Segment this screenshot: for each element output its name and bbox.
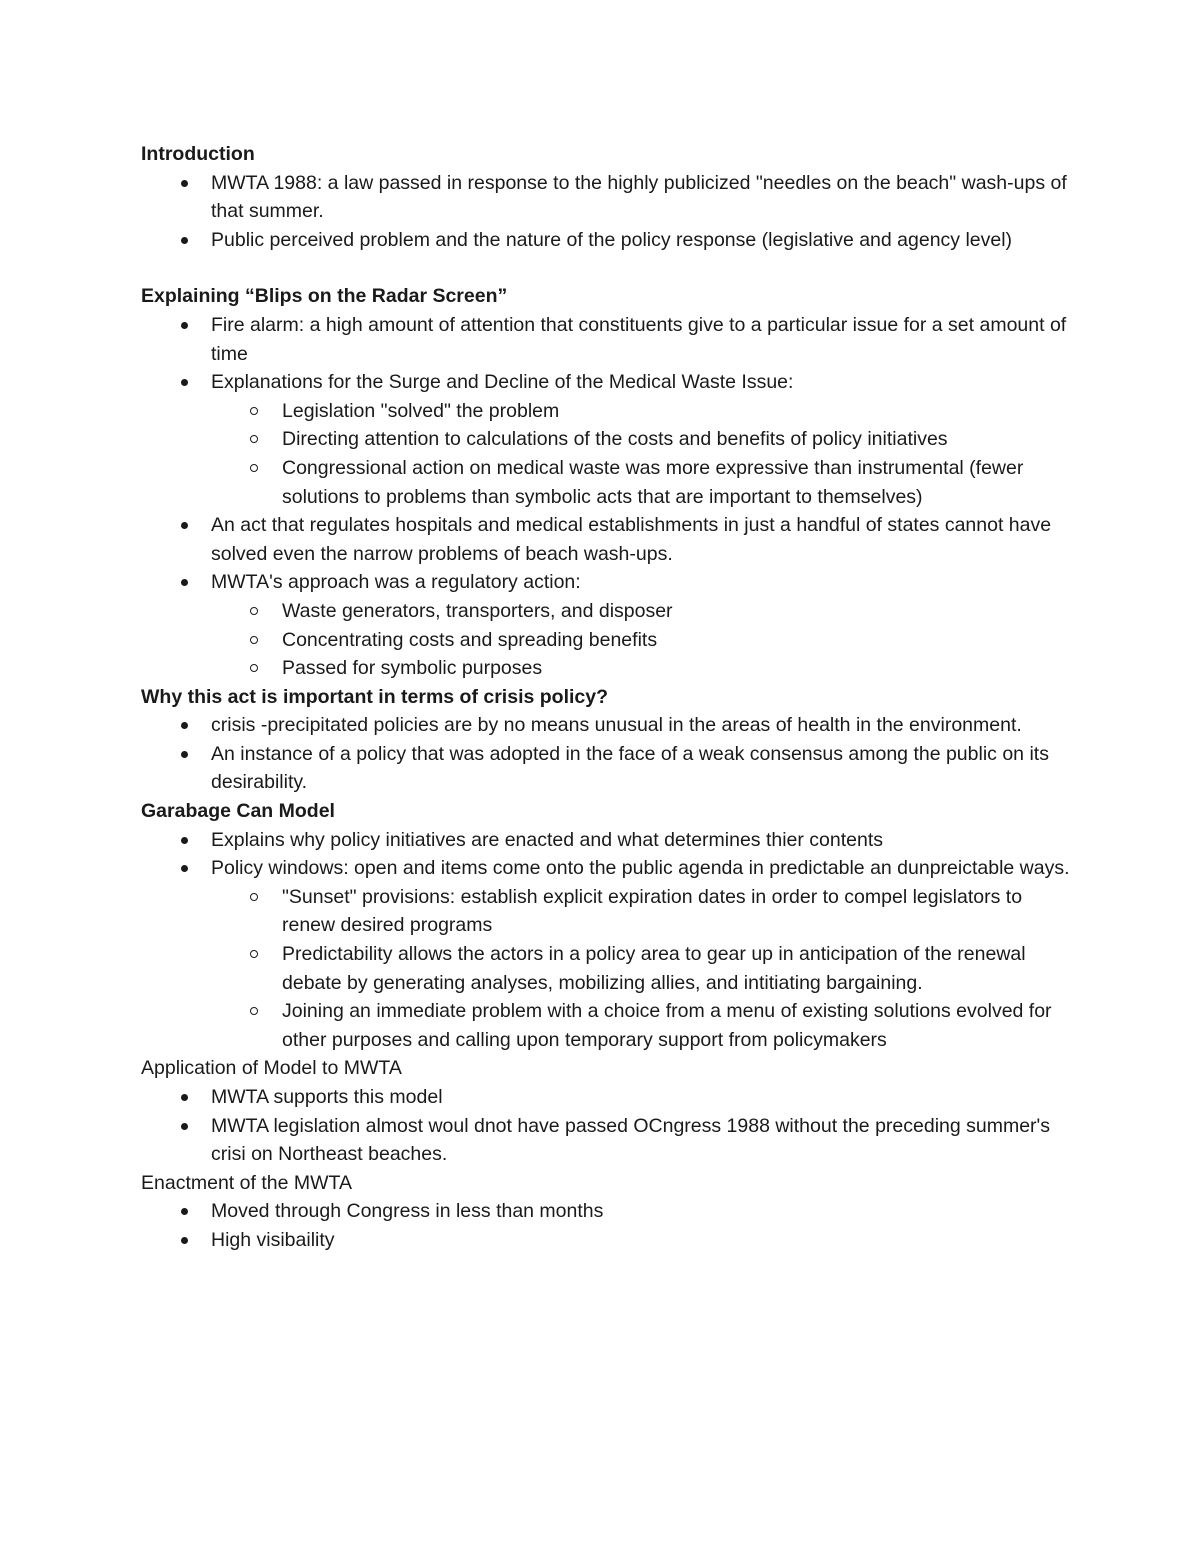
list-item [141,1226,1071,1255]
hollow-bullet-icon [250,1007,258,1015]
bullet-icon [181,322,188,329]
sub-list-item [141,454,1071,511]
list-item [141,311,1071,368]
list-item-text: MWTA legislation almost woul dnot have passed OCngress 1988 without the preceding summer's crisi on Northeast beaches. [211,1114,1051,1166]
list-item-text: Public perceived problem and the nature of the policy response (legislative and agency level) [211,228,1013,251]
list-item-text: Policy windows: open and items come onto the public agenda in predictable an dunpreictable ways. [211,857,1070,880]
list-item [141,826,1071,855]
bullet-icon [181,1094,188,1101]
bullet-icon [181,722,188,729]
list-item [141,711,1071,740]
hollow-bullet-icon [250,607,258,615]
list-item-text: MWTA supports this model [211,1086,443,1108]
list-item [141,169,1071,226]
section-heading: Garabage Can Model [141,800,335,823]
list-item [141,368,1071,397]
sub-bullet-list [141,597,1071,683]
hollow-bullet-icon [250,636,258,644]
section-heading: Enactment of the MWTA [141,1171,352,1194]
hollow-bullet-icon [250,950,258,958]
bullet-list [141,1083,1071,1169]
section-heading: Explaining “Blips on the Radar Screen” [141,285,508,308]
bullet-list [141,169,1071,255]
bullet-list [141,826,1071,1055]
list-item [141,1197,1071,1226]
bullet-list [141,1197,1071,1254]
hollow-bullet-icon [250,464,258,472]
bullet-icon [181,522,188,529]
bullet-icon [181,180,188,187]
bullet-list [141,711,1071,797]
list-item-text: crisis -precipitated policies are by no means unusual in the areas of health in the environment. [211,714,1022,737]
list-item-text: An act that regulates hospitals and medical establishments in just a handful of states cannot have solved even the narrow problems of beach wash-ups. [211,514,1052,565]
sub-list-item-text: Waste generators, transporters, and disposer [282,599,673,622]
sub-list-item-text: "Sunset" provisions: establish explicit expiration dates in order to compel legislators to renew desired programs [282,885,1023,937]
bullet-icon [181,865,188,872]
sub-list-item-text: Concentrating costs and spreading benefits [282,628,658,651]
section-heading: Why this act is important in terms of crisis policy? [141,685,609,708]
list-item-text: An instance of a policy that was adopted in the face of a weak consensus among the public on its desirability. [211,742,1049,794]
list-item [141,740,1071,797]
list-item-text: Explanations for the Surge and Decline of the Medical Waste Issue: [211,371,794,394]
bullet-icon [181,579,188,586]
sub-bullet-list [141,397,1071,511]
sub-list-item [141,425,1071,454]
bullet-icon [181,1123,188,1130]
bullet-icon [181,837,188,844]
hollow-bullet-icon [250,893,258,901]
sub-list-item [141,997,1071,1054]
sub-list-item-text: Directing attention to calculations of the costs and benefits of policy initiatives [282,428,948,451]
list-item [141,568,1071,597]
section-heading: Introduction [141,143,255,165]
sub-list-item [141,397,1071,426]
list-item-text: High visibaility [211,1228,335,1251]
hollow-bullet-icon [250,407,258,415]
sub-list-item [141,626,1071,655]
list-item-text: MWTA 1988: a law passed in response to the highly publicized "needles on the beach" wash-ups of that summer. [211,171,1067,223]
sub-list-item [141,597,1071,626]
list-item [141,1083,1071,1112]
sub-list-item-text: Passed for symbolic purposes [282,657,543,680]
list-item [141,511,1071,568]
list-item [141,1112,1071,1169]
sub-list-item [141,654,1071,683]
section-heading: Application of Model to MWTA [141,1057,402,1080]
bullet-icon [181,237,188,244]
bullet-list [141,311,1071,683]
bullet-icon [181,379,188,386]
bullet-icon [181,1208,188,1215]
list-item-text: Moved through Congress in less than months [211,1200,604,1223]
sub-list-item [141,883,1071,940]
document-page [141,140,1071,1255]
list-item [141,226,1071,255]
list-item [141,854,1071,883]
sub-list-item-text: Predictability allows the actors in a policy area to gear up in anticipation of the renewal debate by generating analyses, mobilizing allies, and intitiating bargaining. [282,943,1026,994]
hollow-bullet-icon [250,664,258,672]
hollow-bullet-icon [250,435,258,443]
bullet-icon [181,751,188,758]
sub-bullet-list [141,883,1071,1055]
sub-list-item [141,940,1071,997]
list-item-text: Explains why policy initiatives are enacted and what determines thier contents [211,828,884,851]
list-item-text: MWTA's approach was a regulatory action: [211,571,581,594]
bullet-icon [181,1237,188,1244]
sub-list-item-text: Congressional action on medical waste was more expressive than instrumental (fewer solutions to problems than symbolic acts that are important to themselves) [282,456,1024,508]
sub-list-item-text: Joining an immediate problem with a choice from a menu of existing solutions evolved for other purposes and calling upon temporary support from policymakers [282,1000,1052,1051]
sub-list-item-text: Legislation "solved" the problem [282,399,560,422]
list-item-text: Fire alarm: a high amount of attention that constituents give to a particular issue for a set amount of time [211,313,1067,365]
